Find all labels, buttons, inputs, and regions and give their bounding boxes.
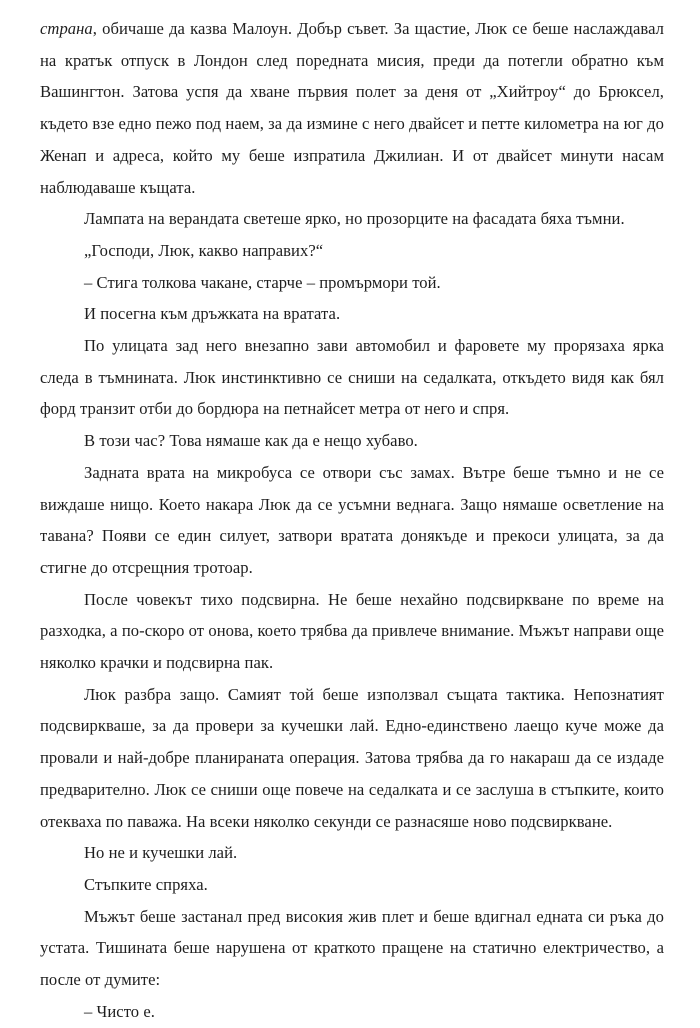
dialogue-line: – Чисто е.: [84, 1001, 155, 1021]
book-page: [40, 13, 664, 1028]
paragraph: Стъпките спряха.: [84, 874, 208, 894]
paragraph: И посегна към дръжката на вратата.: [84, 304, 341, 324]
paragraph: [40, 13, 664, 203]
paragraph: Задната врата на микробуса се отвори със замах. Вътре беше тъмно и не се виждаше нищо. Което накара Люк да се усъмни веднага. Защо нямаше осветление на тавана? Появи се един силует, затвори вратата донякъде и прекоси улицата, за да стигне до отсрещния тротоар.: [40, 462, 664, 577]
paragraph: По улицата зад него внезапно зави автомобил и фаровете му прорязаха ярка следа в тъмнината. Люк инстинктивно се сниши на седалката, откъдето видя как бял форд транзит отби до бордюра на петнайсет метра от него и спря.: [40, 336, 664, 419]
paragraph: Мъжът беше застанал пред високия жив плет и беше вдигнал едната си ръка до устата. Тишината беше нарушена от краткото пращене на статично електричество, а после от думите:: [40, 906, 664, 990]
paragraph: Но не и кучешки лай.: [84, 843, 238, 863]
paragraph: Люк разбра защо. Самият той беше използвал същата тактика. Непознатият подсвиркваше, за да провери за кучешки лай. Едно-единствено лаещо куче може да провали и най-добре планираната операция. Затова трябва да го накараш да се издаде предварително. Люк се сниши още повече на седалката и се заслуша в стъпките, които отекваха по паважа. На всеки няколко секунди се разнасяше ново подсвиркване.: [40, 684, 664, 831]
italic-word: страна: [40, 19, 93, 38]
paragraph: В този час? Това нямаше как да е нещо хубаво.: [84, 431, 418, 451]
paragraph: „Господи, Люк, какво направих?“: [84, 240, 324, 260]
paragraph: После човекът тихо подсвирна. Не беше нехайно подсвиркване по време на разходка, а по-скоро от онова, което трябва да привлече внимание. Мъжът направи още няколко крачки и подсвирна пак.: [40, 589, 664, 673]
dialogue-line: – Стига толкова чакане, старче – промърмори той.: [84, 272, 441, 292]
paragraph-text: , обичаше да казва Малоун. Добър съвет. За щастие, Люк се беше наслаждавал на кратък отпуск в Лондон след поредната мисия, преди да потегли обратно към Вашингтон. Затова успя да хване първия полет за деня от „Хийтроу“ до Брюксел, където взе едно пежо под наем, за да измине с него двайсет и петте километра на юг до Женап и адреса, който му беше изпратила Джилиан. И от двайсет минути насам наблюдаваше къщата.: [40, 19, 664, 197]
paragraph: Лампата на верандата светеше ярко, но прозорците на фасадата бяха тъмни.: [84, 209, 625, 229]
